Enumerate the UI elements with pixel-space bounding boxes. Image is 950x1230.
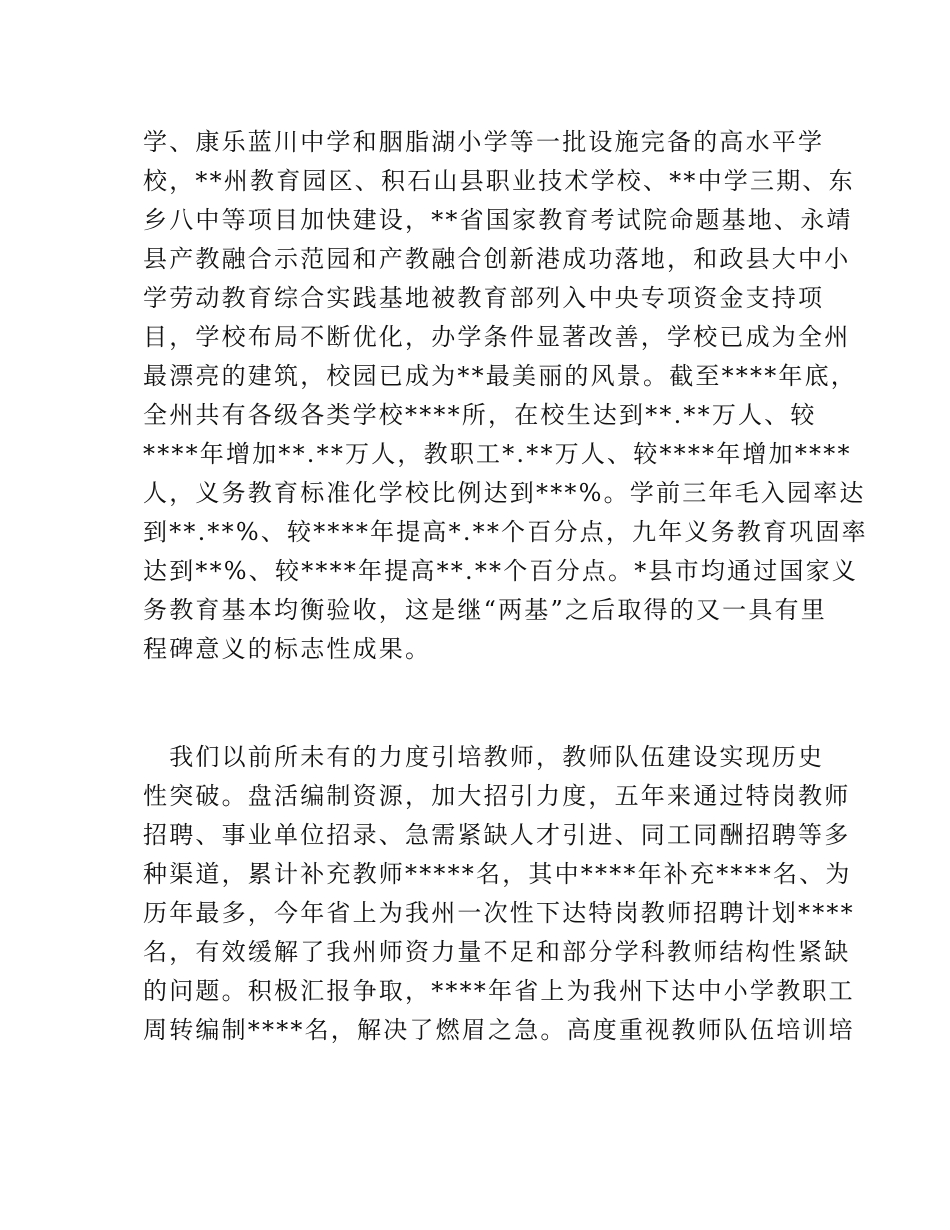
text-line: 到**.**%、较****年提高*.**个百分点，九年义务教育巩固率: [143, 518, 868, 546]
paragraph-school-construction: [143, 123, 868, 669]
text-line: 周转编制****名，解决了燃眉之急。高度重视教师队伍培训培: [143, 1016, 855, 1044]
text-line: 县产教融合示范园和产教融合创新港成功落地，和政县大中小: [143, 245, 851, 273]
text-line: 我们以前所未有的力度引培教师，教师队伍建设实现历史: [143, 743, 825, 771]
text-line: 性突破。盘活编制资源，加大招引力度，五年来通过特岗教师: [143, 782, 851, 810]
text-line: ****年增加**.**万人，教职工*.**万人、较****年增加****: [143, 440, 852, 468]
text-line: 学劳动教育综合实践基地被教育部列入中央专项资金支持项: [143, 284, 825, 312]
text-line: 校，**州教育园区、积石山县职业技术学校、**中学三期、东: [143, 167, 855, 195]
text-line: 学、康乐蓝川中学和胭脂湖小学等一批设施完备的高水平学: [143, 128, 825, 156]
text-line: 历年最多，今年省上为我州一次性下达特岗教师招聘计划****: [143, 899, 855, 927]
text-line: 目，学校布局不断优化，办学条件显著改善，学校已成为全州: [143, 323, 851, 351]
text-line: 的问题。积极汇报争取，****年省上为我州下达中小学教职工: [143, 977, 855, 1005]
text-line: 人，义务教育标准化学校比例达到***%。学前三年毛入园率达: [143, 479, 866, 507]
text-line: 招聘、事业单位招录、急需紧缺人才引进、同工同酬招聘等多: [143, 821, 851, 849]
text-line: 乡八中等项目加快建设，**省国家教育考试院命题基地、永靖: [143, 206, 853, 234]
text-line: 务教育基本均衡验收，这是继“两基”之后取得的又一具有里: [143, 596, 827, 624]
text-line: 达到**%、较****年提高**.**个百分点。*县市均通过国家义: [143, 557, 859, 585]
text-line: 种渠道，累计补充教师*****名，其中****年补充****名、为: [143, 860, 852, 888]
text-line: 名，有效缓解了我州师资力量不足和部分学科教师结构性紧缺: [143, 938, 851, 966]
text-line: 程碑意义的标志性成果。: [143, 635, 432, 663]
paragraph-teacher-recruitment: [143, 738, 855, 1050]
text-line: 最漂亮的建筑，校园已成为**最美丽的风景。截至****年底，: [143, 362, 857, 390]
text-line: 全州共有各级各类学校****所，在校生达到**.**万人、较: [143, 401, 817, 429]
